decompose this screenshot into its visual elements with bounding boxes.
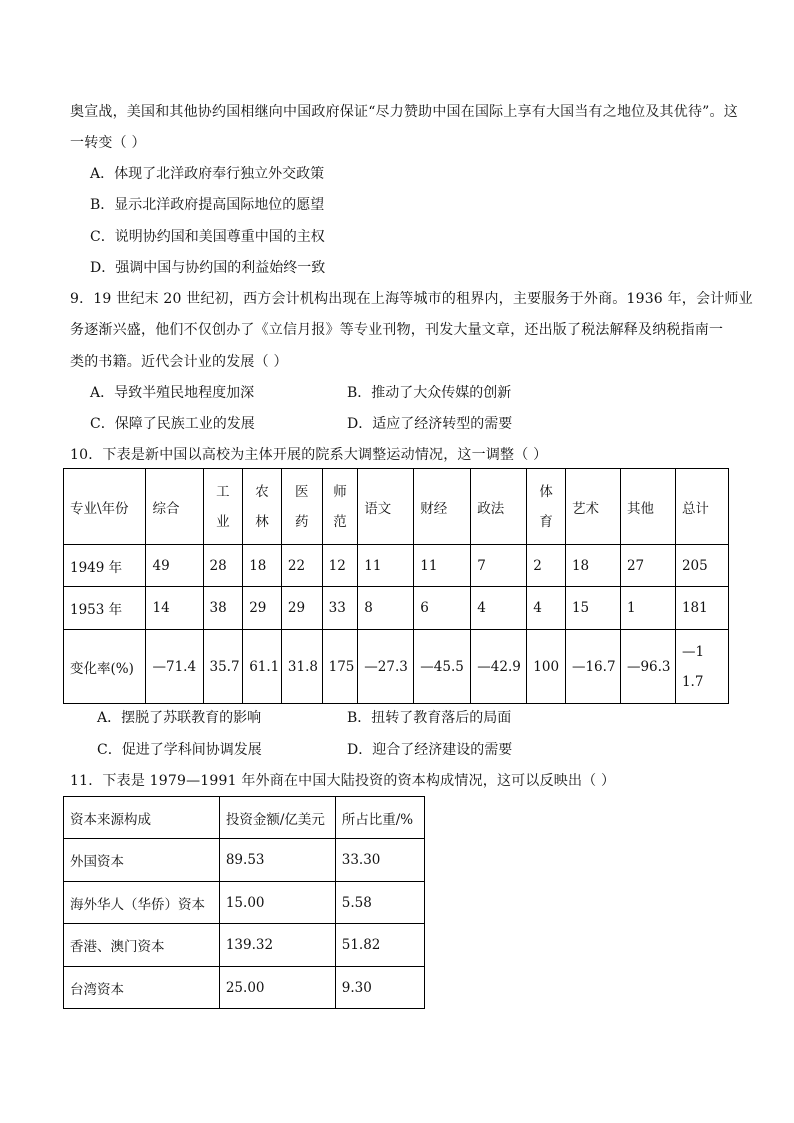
table-cell: 25.00 (219, 967, 335, 1009)
table-cell: 其他 (620, 469, 675, 545)
q9-option-a: A．导致半殖民地程度加深 (90, 385, 255, 401)
q10-stem: 10．下表是新中国以高校为主体开展的院系大调整运动情况，这一调整（ ） (70, 447, 548, 463)
table-cell: —42.9 (471, 630, 527, 704)
table-cell: 4 (527, 587, 566, 630)
table-cell: 33 (322, 587, 358, 630)
table-cell: 205 (675, 545, 728, 587)
table-cell: 14 (146, 587, 203, 630)
table-cell: 18 (565, 545, 620, 587)
table-cell: 2 (527, 545, 566, 587)
table-header-row (64, 797, 425, 839)
q10-option-a: A．摆脱了苏联教育的影响 (97, 710, 262, 726)
table-cell: 29 (281, 587, 322, 630)
table-cell: 1 (620, 587, 675, 630)
table-cell: —45.5 (414, 630, 471, 704)
table-row (64, 882, 425, 924)
q8-stem-line2: 一转变（ ） (70, 135, 146, 151)
table-cell: —16.7 (565, 630, 620, 704)
table-cell: 资本来源构成 (64, 797, 220, 839)
table-row (64, 630, 729, 704)
q11-stem: 11．下表是 1979—1991 年外商在中国大陆投资的资本构成情况，这可以反映出（ ） (70, 773, 616, 789)
table-header-row (64, 469, 729, 545)
q9-option-b: B．推动了大众传媒的创新 (347, 385, 512, 401)
table-cell: 35.7 (203, 630, 243, 704)
q8-option-d: D．强调中国与协约国的利益始终一致 (90, 260, 326, 276)
table-cell: 7 (471, 545, 527, 587)
table-cell: 4 (471, 587, 527, 630)
table-cell: 49 (146, 545, 203, 587)
table-cell: 18 (243, 545, 282, 587)
table-cell: 政法 (471, 469, 527, 545)
table-cell: 综合 (146, 469, 203, 545)
table-cell: 语文 (358, 469, 414, 545)
q9-stem-line1: 9．19 世纪末 20 世纪初，西方会计机构出现在上海等城市的租界内，主要服务于外商。1936 年，会计师业 (70, 291, 753, 307)
table-row (64, 924, 425, 967)
table-cell: 变化率(%) (64, 630, 146, 704)
table-row (64, 967, 425, 1009)
q11-table (63, 796, 425, 1009)
q8-option-c: C．说明协约国和美国尊重中国的主权 (90, 229, 325, 245)
table-cell: 海外华人（华侨）资本 (64, 882, 220, 924)
q10-option-b: B．扭转了教育落后的局面 (347, 710, 512, 726)
q8-stem-line1: 奥宣战，美国和其他协约国相继向中国政府保证“尽力赞助中国在国际上享有大国当有之地位及其优待”。这 (70, 104, 738, 120)
table-cell: 12 (322, 545, 358, 587)
table-cell: 工业 (203, 469, 243, 545)
table-cell: 27 (620, 545, 675, 587)
table-cell: 175 (322, 630, 358, 704)
table-cell: 师范 (322, 469, 358, 545)
table-cell: 29 (243, 587, 282, 630)
table-cell: —96.3 (620, 630, 675, 704)
table-cell: 香港、澳门资本 (64, 924, 220, 967)
table-cell: 15 (565, 587, 620, 630)
table-cell: 139.32 (219, 924, 335, 967)
table-cell: 181 (675, 587, 728, 630)
table-cell: 专业\年份 (64, 469, 146, 545)
table-cell: 投资金额/亿美元 (219, 797, 335, 839)
q10-table (63, 468, 729, 704)
table-cell: 艺术 (565, 469, 620, 545)
table-cell: 1953 年 (64, 587, 146, 630)
table-cell: 51.82 (335, 924, 424, 967)
q9-stem-line3: 类的书籍。近代会计业的发展（ ） (70, 354, 288, 370)
table-cell: —71.4 (146, 630, 203, 704)
table-cell: 22 (281, 545, 322, 587)
table-row (64, 839, 425, 882)
q9-option-d: D．适应了经济转型的需要 (347, 416, 513, 432)
table-cell: —11.7 (675, 630, 728, 704)
q10-option-c: C．促进了学科间协调发展 (97, 742, 262, 758)
table-cell: 6 (414, 587, 471, 630)
table-cell: 61.1 (243, 630, 282, 704)
table-cell: 31.8 (281, 630, 322, 704)
table-cell: 所占比重/% (335, 797, 424, 839)
table-cell: —27.3 (358, 630, 414, 704)
q9-option-c: C．保障了民族工业的发展 (90, 416, 255, 432)
table-cell: 38 (203, 587, 243, 630)
table-cell: 11 (414, 545, 471, 587)
table-cell: 财经 (414, 469, 471, 545)
table-cell: 总计 (675, 469, 728, 545)
table-row (64, 587, 729, 630)
table-cell: 体育 (527, 469, 566, 545)
table-cell: 医药 (281, 469, 322, 545)
q10-option-d: D．迎合了经济建设的需要 (347, 742, 513, 758)
table-cell: 外国资本 (64, 839, 220, 882)
table-cell: 5.58 (335, 882, 424, 924)
table-row (64, 545, 729, 587)
table-cell: 100 (527, 630, 566, 704)
table-cell: 农林 (243, 469, 282, 545)
q8-option-b: B．显示北洋政府提高国际地位的愿望 (90, 197, 325, 213)
table-cell: 1949 年 (64, 545, 146, 587)
table-cell: 台湾资本 (64, 967, 220, 1009)
table-cell: 15.00 (219, 882, 335, 924)
table-cell: 28 (203, 545, 243, 587)
table-cell: 11 (358, 545, 414, 587)
table-cell: 33.30 (335, 839, 424, 882)
q9-stem-line2: 务逐渐兴盛，他们不仅创办了《立信月报》等专业刊物，刊发大量文章，还出版了税法解释及纳税指南一 (70, 322, 724, 338)
table-cell: 89.53 (219, 839, 335, 882)
table-cell: 9.30 (335, 967, 424, 1009)
table-cell: 8 (358, 587, 414, 630)
q8-option-a: A．体现了北洋政府奉行独立外交政策 (90, 166, 325, 182)
